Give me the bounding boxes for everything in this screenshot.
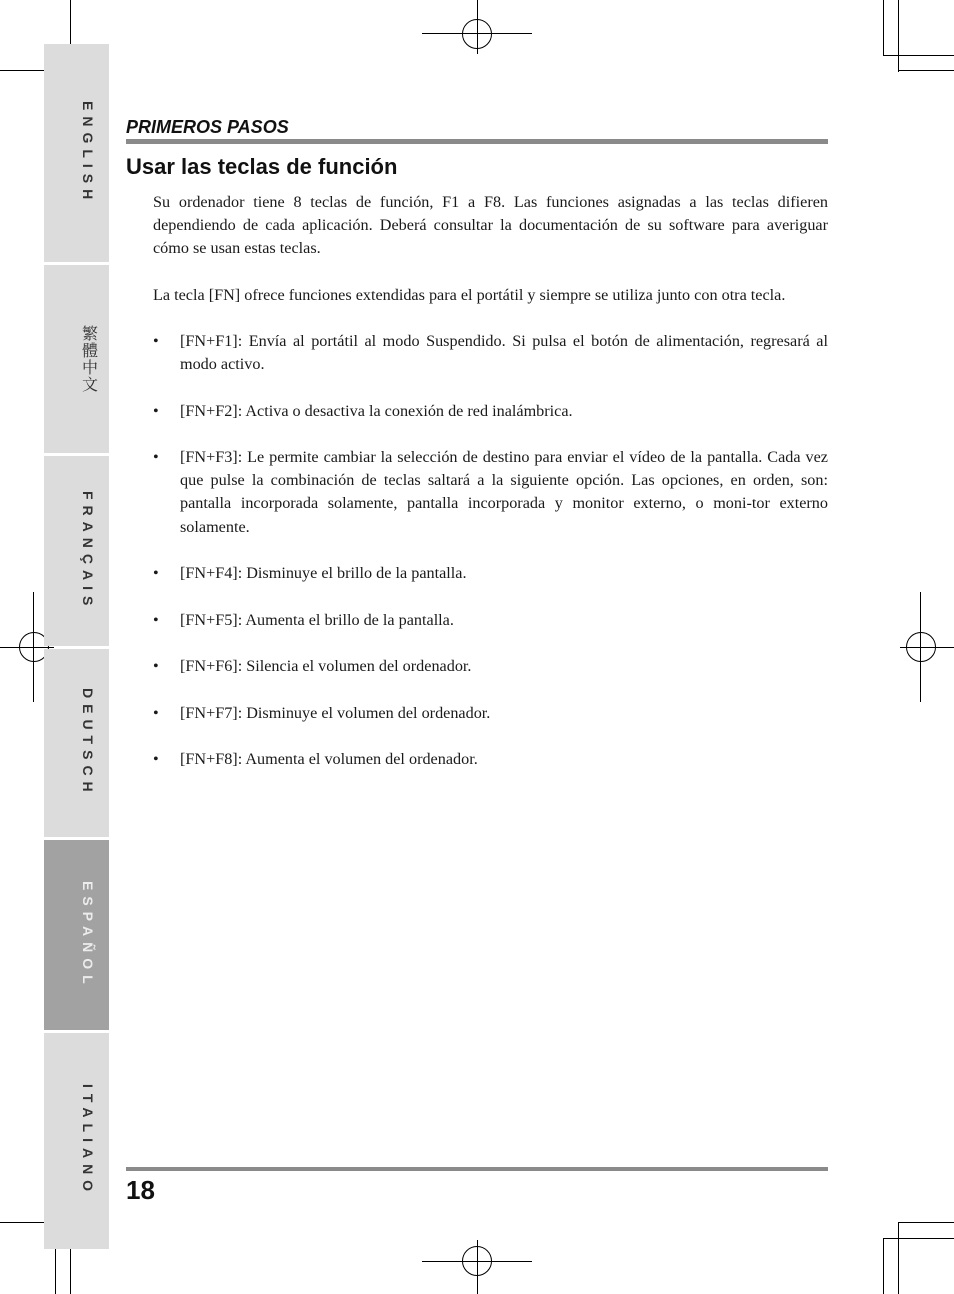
list-item [153,330,828,376]
list-item-text: [FN+F2]: Activa o desactiva la conexión de red inalámbrica. [180,401,573,420]
language-tabs [44,44,109,1249]
list-item-text: [FN+F6]: Silencia el volumen del ordenador. [180,657,472,676]
tab-label: ESPAÑOL [80,880,96,990]
registration-mark [462,19,492,49]
list-item [153,562,828,585]
list-item-text: [FN+F4]: Disminuye el brillo de la pantalla. [180,564,467,583]
crop-mark [883,55,954,56]
bullet: • [153,703,159,722]
list-item-text: [FN+F3]: Le permite cambiar la selección de destino para enviar el vídeo de la pantalla. Cada vez que pulse la combinación de teclas saltará a la siguiente opción. Las opciones, en orden, son: pantalla incorporada solamente, pantalla incorporada y monitor externo, o moni-tor externo solamente. [180,448,828,536]
bullet: • [153,401,159,420]
header-rule [126,139,828,144]
tab-espanol[interactable] [44,840,109,1030]
paragraph: Su ordenador tiene 8 teclas de función, F1 a F8. Las funciones asignadas a las teclas difieren dependiendo de cada aplicación. Deberá consultar la documentación de su software para averiguar cómo se usan estas teclas. [153,193,828,258]
paragraph: La tecla [FN] ofrece funciones extendidas para el portátil y siempre se utiliza junto con otra tecla. [153,285,786,304]
bullet: • [153,448,159,467]
list-item [153,446,828,539]
list-item-text: [FN+F5]: Aumenta el brillo de la pantalla. [180,610,454,629]
crop-mark [883,0,884,56]
tab-label: ITALIANO [80,1084,96,1198]
list-item [153,400,828,423]
section-header: PRIMEROS PASOS [126,117,289,137]
list-item [153,609,828,632]
page-number: 18 [126,1175,155,1205]
bullet: • [153,610,159,629]
crop-mark [898,1222,954,1223]
bullet: • [153,750,159,769]
crop-mark [883,1238,954,1239]
crop-mark [898,0,899,72]
list-item-text: [FN+F7]: Disminuye el volumen del ordenador. [180,703,491,722]
tab-label: FRANÇAIS [80,490,96,612]
list-item [153,748,828,771]
function-key-list [153,330,828,772]
tab-italiano[interactable] [44,1033,109,1249]
tab-chinese[interactable] [44,265,109,453]
list-item [153,655,828,678]
body-text [153,191,828,795]
tab-label: DEUTSCH [80,688,96,798]
registration-mark [462,1246,492,1276]
tab-label: ENGLISH [80,100,96,206]
crop-mark [898,1222,899,1294]
tab-francais[interactable] [44,456,109,646]
crop-mark [898,70,954,71]
tab-deutsch[interactable] [44,649,109,837]
registration-mark [906,632,936,662]
bullet: • [153,564,159,583]
tab-label: 繁體中文 [79,325,97,393]
list-item-text: [FN+F1]: Envía al portátil al modo Suspendido. Si pulsa el botón de alimentación, regresará al modo activo. [180,331,828,374]
footer-rule [126,1167,828,1171]
list-item [153,702,828,725]
page-title: Usar las teclas de función [126,154,398,179]
tab-english[interactable] [44,44,109,262]
list-item-text: [FN+F8]: Aumenta el volumen del ordenador. [180,750,478,769]
bullet: • [153,657,159,676]
bullet: • [153,331,159,350]
crop-mark [883,1238,884,1294]
